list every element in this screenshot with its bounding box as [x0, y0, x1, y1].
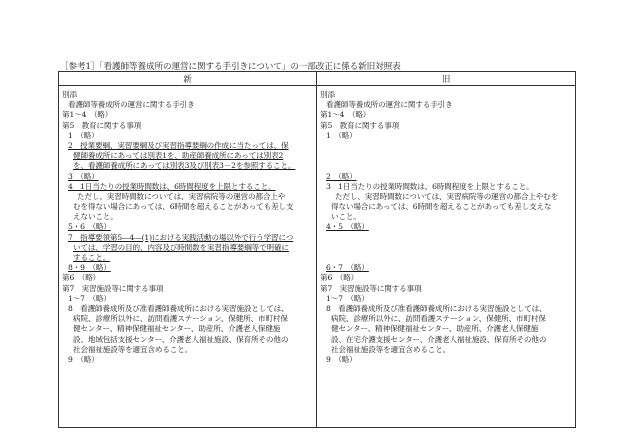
new-line: 第5 教育に関する事項 [62, 120, 142, 130]
new-line [62, 263, 313, 273]
new-line [62, 253, 313, 263]
new-line [62, 151, 313, 161]
new-line: 9 （略） [68, 354, 99, 364]
new-line-text: 健師養成所にあっては別表1を、助産師養成所にあっては別表2 [73, 151, 284, 161]
old-line: 9 （略） [326, 354, 357, 364]
new-line: 8 看護師養成所及び准看護師養成所における実習施設としては、 [68, 303, 289, 313]
new-line: 設、地域包括支援センター、介護老人福祉施設、保育所その他の [73, 334, 289, 344]
old-line: 第6 （略） [320, 273, 359, 283]
old-line: 別添 [320, 90, 335, 99]
new-line-text: を、看護師養成所にあっては別表3及び別表3－2を参照すること。 [73, 161, 296, 171]
new-column [59, 86, 317, 428]
new-line [62, 222, 313, 232]
new-line-text: すること。 [73, 253, 111, 262]
new-line: むを得ない場合にあっては、6時間を超えることがあっても差し支 [73, 202, 294, 212]
content-row [59, 86, 576, 428]
new-line-text: 2 授業要綱、実習要綱及び実習指導要綱の作成に当たっては、保 [68, 140, 289, 150]
new-line: えないこと。 [73, 212, 118, 222]
new-line: 社会福祉施設等を適宜含めること。 [73, 344, 193, 354]
old-line: 健センター、精神保健福祉センター、助産所、介護老人保健施 [331, 324, 539, 334]
old-line-text: 2 （略） [326, 171, 357, 181]
old-spacer [320, 233, 572, 264]
old-line: 1 （略） [326, 130, 357, 140]
new-line: 看護師等養成所の運営に関する手引き [68, 100, 195, 110]
new-line [62, 141, 313, 151]
new-line: 第7 実習施設等に関する事項 [62, 283, 164, 293]
new-line [62, 161, 313, 171]
document-caption: ［参考1］「看護師等養成所の運営に関する手引きについて」の一部改正に係る新旧対照表 [60, 62, 401, 72]
old-line-text: 6・7 （略） [326, 263, 369, 273]
new-line [62, 182, 313, 192]
new-line-text: 4 1日当たりの授業時間数は、6時間程度を上限とすること。 [68, 181, 276, 191]
new-line: 第6 （略） [62, 273, 101, 283]
new-line: 1～7 （略） [68, 293, 111, 303]
new-line-text: いては、学習の目的、内容及び時間数を実習指導要綱等で明確に [73, 242, 289, 252]
old-line [320, 222, 572, 232]
new-line-text: 8・9 （略） [68, 263, 111, 273]
old-column [317, 86, 576, 428]
old-line: 社会福祉施設等を適宜含めること。 [331, 344, 451, 354]
new-line [62, 243, 313, 253]
new-line: 第1～4 （略） [62, 110, 113, 120]
old-line-text: 4・5 （略） [326, 222, 369, 232]
old-line: 得ない場合にあっては、6時間を超えることがあっても差し支えな [331, 202, 552, 212]
new-line-text: 5・6 （略） [68, 222, 111, 232]
new-line-text: 3 （略） [68, 171, 99, 181]
old-line: ただし、実習時間数については、実習病院等の運営の都合上やむを [335, 191, 559, 201]
new-line: ただし、実習時間数については、実習病院等の運営の都合上や [77, 191, 286, 201]
comparison-table [58, 71, 576, 428]
new-line: 1 （略） [68, 130, 99, 140]
header-new: 新 [59, 72, 317, 86]
old-line: いこと。 [331, 212, 361, 222]
old-line: 第1～4 （略） [320, 110, 371, 120]
old-line [320, 172, 572, 182]
header-old: 旧 [317, 72, 576, 86]
old-line: 8 看護師養成所及び准看護師養成所における実習施設としては、 [326, 304, 547, 313]
new-line-text: 7 指導要領第5―4―(1)における実践活動の場以外で行う学習につ [68, 232, 294, 242]
old-line: 第7 実習施設等に関する事項 [320, 283, 422, 293]
new-line: 病院、診療所以外に、訪問看護ステーション、保健所、市町村保 [73, 314, 288, 324]
new-line: 健センター、精神保健福祉センター、助産所、介護老人保健施 [73, 324, 281, 334]
old-line: 第5 教育に関する事項 [320, 120, 400, 130]
header-row [59, 72, 576, 86]
new-line [62, 172, 313, 182]
old-line: 3 1日当たりの授業時間数は、6時間程度を上限とすること。 [326, 181, 534, 191]
old-line [320, 263, 572, 273]
new-line: 別添 [62, 90, 77, 99]
new-line [62, 233, 313, 243]
old-line: 1～7 （略） [326, 293, 369, 303]
old-spacer [320, 141, 572, 172]
old-line: 設、在宅介護支援センター、介護老人福祉施設、保育所その他の [331, 334, 547, 344]
old-line: 病院、診療所以外に、訪問看護ステーション、保健所、市町村保 [331, 314, 546, 324]
old-line: 看護師等養成所の運営に関する手引き [326, 100, 453, 110]
